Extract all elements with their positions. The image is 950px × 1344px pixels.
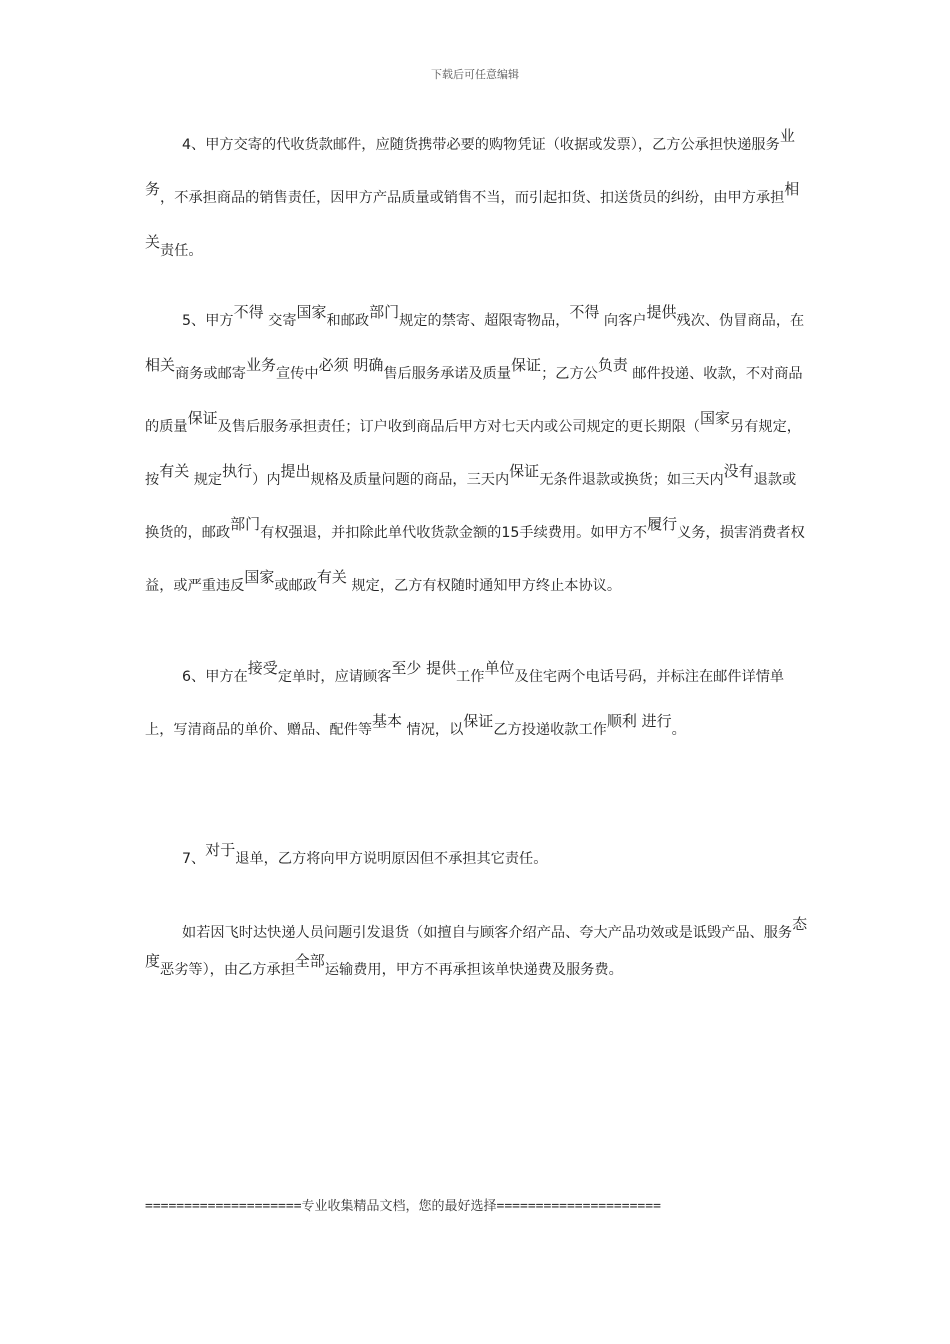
text-run: 邮件投递、收款，不对商品的质量 [145,366,803,435]
raised-word: 相关 [145,356,176,374]
raised-word: 至少 提供 [391,659,457,677]
text-run: 、 [191,851,206,867]
paragraph-5 [145,294,810,612]
text-run: 无条件退款或换货；如三天内 [539,472,724,488]
text-run: 义务，损害消费者权益，或严重违反 [145,525,805,594]
raised-word: 业务 [145,127,795,198]
text-run: 宣传中 [275,366,319,382]
text-run: 恶劣等），由乙方承担 [160,962,295,978]
raised-word: 必须 明确 [318,356,384,374]
page-header: 下载后可任意编辑 [431,68,519,81]
raised-word: 国家 [699,409,730,427]
raised-word: 负责 [597,356,628,374]
raised-word: 提供 [646,303,677,321]
text-run: 规定 [189,472,223,488]
raised-word: 保证 [509,462,540,480]
paragraph-7 [145,832,810,885]
text-run: 如若因飞时达快递人员问题引发退货（如擅自与顾客介绍产品、夸大产品功效或是诋毁产品、服务 [182,925,793,941]
raised-word: 有关 [159,462,190,480]
raised-word: 执行 [222,462,253,480]
text-run: 规定，乙方有权随时通知甲方终止本协议。 [346,578,622,594]
raised-word: 保证 [511,356,542,374]
text-run: 另有规定，按 [145,419,801,488]
text-run: 运输费用，甲方不再承担该单快递费及服务费。 [324,962,623,978]
clause-number: 7 [182,851,192,867]
text-run: 、甲方在 [191,669,248,685]
raised-word: 没有 [723,462,754,480]
raised-word: 保证 [463,712,494,730]
text-run: 或邮政 [274,578,317,594]
raised-word: 接受 [247,659,278,677]
raised-word: 国家 [244,568,275,586]
text-run: 、甲方交寄的代收货款邮件，应随货携带必要的购物凭证（收据或发票），乙方公承担快递服务 [191,137,780,153]
text-run: 向客户 [599,313,647,329]
raised-word: 顺利 进行 [606,712,672,730]
raised-word: 保证 [187,409,218,427]
clause-number: 6 [182,669,192,685]
text-run: 及住宅两个电话号码，并标注在邮件详情单上，写清商品的单价、赠品、配件等 [145,669,785,738]
raised-word: 履行 [647,515,678,533]
paragraph-6 [145,650,810,756]
text-run: 退款或换货的，邮政 [145,472,797,541]
raised-word: 不得 [569,303,600,321]
text-run: 售后服务承诺及质量 [383,366,512,382]
text-run: 商务或邮寄 [175,366,246,382]
percent-number: 15 [501,525,520,541]
raised-word: 业务 [245,356,276,374]
raised-word: 相关 [145,180,800,251]
raised-word: 基本 [372,712,403,730]
text-run: ；乙方公 [541,366,598,382]
text-run: 残次、伪冒商品，在 [676,313,805,329]
text-run: 手续费用。如甲方不 [519,525,648,541]
text-run: 定单时，应请顾客 [277,669,392,685]
raised-word: 态度 [145,915,808,970]
text-run: 有权强退，并扣除此单代收货款金额的 [260,525,502,541]
text-run: 规定的禁寄、超限寄物品， [399,313,570,329]
text-run: 及售后服务承担责任；订户收到商品后甲方对七天内或公司规定的更长期限（ [217,419,700,435]
text-run: 责任。 [160,243,203,259]
text-run: 交寄 [263,313,297,329]
clause-number: 4 [182,137,192,153]
raised-word: 部门 [369,303,400,321]
text-run: 工作 [456,669,485,685]
page-footer: ====================专业收集精品文档，您的最好选择===================== [145,1199,661,1214]
raised-word: 单位 [484,659,515,677]
text-run: 和邮政 [326,313,370,329]
raised-word: 国家 [296,303,327,321]
text-run: 规格及质量问题的商品，三天内 [310,472,510,488]
raised-word: 提出 [280,462,311,480]
text-run: ）内 [252,472,281,488]
raised-word: 不得 [233,303,264,321]
raised-word: 全部 [294,952,325,970]
raised-word: 部门 [230,515,261,533]
text-run: 乙方投递收款工作 [493,722,607,738]
text-run: 。 [671,722,686,738]
clause-number: 5 [182,313,192,329]
paragraph-note [145,914,810,988]
text-run: 、甲方 [191,313,234,329]
paragraph-4 [145,118,810,277]
raised-word: 对于 [205,841,236,859]
text-run: 情况，以 [402,722,464,738]
text-run: ，不承担商品的销售责任，因甲方产品质量或销售不当，而引起扣货、扣送货员的纠纷，由甲方承担 [160,190,785,206]
raised-word: 有关 [316,568,347,586]
text-run: 退单，乙方将向甲方说明原因但不承担其它责任。 [235,851,548,867]
